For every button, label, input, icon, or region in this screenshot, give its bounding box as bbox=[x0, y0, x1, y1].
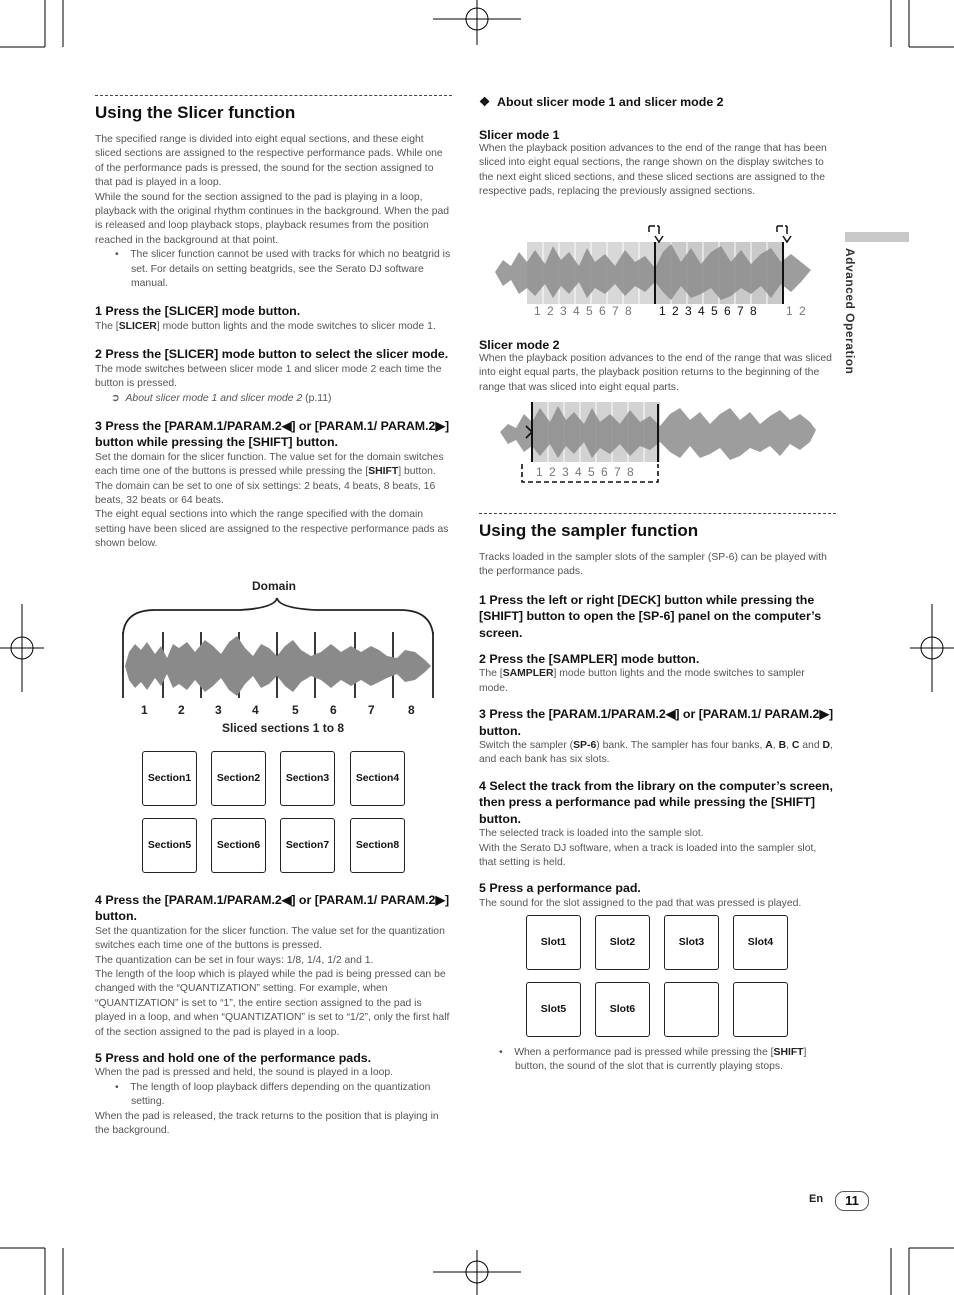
performance-pad[interactable]: Section6 bbox=[211, 818, 266, 873]
sampler-pad[interactable]: Slot2 bbox=[595, 915, 650, 970]
section-title: Using the Slicer function bbox=[95, 103, 296, 122]
step-title: 2 Press the [SLICER] mode button to select the slicer mode. bbox=[95, 347, 449, 362]
step-body: The selected track is loaded into the sample slot. bbox=[479, 828, 704, 840]
step-title: 1 Press the left or right [DECK] button while pressing the [SHIFT] button to open the [SP-6] panel on the computer’s screen. bbox=[479, 592, 822, 640]
step-body: The [SAMPLER] mode button lights and the mode switches to sampler mode. bbox=[479, 668, 805, 694]
section-divider bbox=[95, 95, 452, 96]
step-body: Set the quantization for the slicer function. The value set for the quantization switches each time one of the buttons is pressed. bbox=[95, 925, 445, 952]
slice-number-row: 1 2 3 4 5 6 7 8 bbox=[536, 465, 634, 479]
slicer-mode1-waveform bbox=[495, 222, 813, 306]
language-code: En bbox=[809, 1193, 824, 1205]
step-body: The eight equal sections into which the range specified with the domain setting have been sliced are assigned to the respective performance pads as shown below. bbox=[95, 509, 449, 550]
step-title: 3 Press the [PARAM.1/PARAM.2◀] or [PARAM.1/ PARAM.2▶] button while pressing the [SHIFT] button. bbox=[95, 418, 450, 450]
slicer-steps-cont bbox=[95, 892, 452, 1139]
side-tab-marker bbox=[845, 232, 909, 242]
sampler-pad[interactable]: Slot1 bbox=[526, 915, 581, 970]
step-title: 2 Press the [SAMPLER] mode button. bbox=[479, 652, 700, 667]
sampler-note bbox=[479, 1046, 836, 1075]
step-body: When the pad is released, the track returns to the position that is playing in the background. bbox=[95, 1110, 439, 1137]
performance-pad[interactable]: Section5 bbox=[142, 818, 197, 873]
mode-title: Slicer mode 1 bbox=[479, 128, 560, 142]
section-divider bbox=[479, 513, 836, 514]
sampler-pad[interactable]: Slot5 bbox=[526, 982, 581, 1037]
figure-domain-label: Domain bbox=[252, 579, 297, 593]
step-body: With the Serato DJ software, when a track is loaded into the sampler slot, that setting is held. bbox=[479, 842, 817, 868]
subsection-title: ❖ About slicer mode 1 and slicer mode 2 bbox=[479, 95, 724, 109]
intro-paragraph: Tracks loaded in the sampler slots of the sampler (SP-6) can be played with the performance pads. bbox=[479, 552, 827, 578]
sampler-section bbox=[479, 521, 836, 911]
performance-pad[interactable]: Section8 bbox=[350, 818, 405, 873]
bullet-note: • The slicer function cannot be used with tracks for which no beatgrid is set. For details on setting beatgrids, see the Serato DJ software manual. bbox=[115, 249, 451, 290]
section-title: Using the sampler function bbox=[479, 521, 699, 540]
sampler-pad[interactable]: Slot3 bbox=[664, 915, 719, 970]
sampler-pad-empty[interactable] bbox=[664, 982, 719, 1037]
section-number: 7 bbox=[368, 703, 375, 717]
mode-title: Slicer mode 2 bbox=[479, 338, 560, 352]
about-slicer-modes bbox=[479, 94, 836, 200]
section-number: 8 bbox=[408, 703, 415, 717]
section-number: 2 bbox=[178, 703, 185, 717]
sampler-pad[interactable]: Slot4 bbox=[733, 915, 788, 970]
bullet-note: • When a performance pad is pressed while pressing the [SHIFT] button, the sound of the slot that is currently playing stops. bbox=[499, 1047, 807, 1073]
mode-body: When the playback position advances to the end of the range that has been sliced into eight equal sections, the range shown on the display switches to the next eight sliced sections, and these sliced sections are assigned to the respective pads, replacing the previously assigned sections. bbox=[479, 143, 827, 198]
step-title: 3 Press the [PARAM.1/PARAM.2◀] or [PARAM.1/ PARAM.2▶] button. bbox=[479, 707, 834, 738]
performance-pad[interactable]: Section3 bbox=[280, 751, 335, 806]
performance-pad[interactable]: Section2 bbox=[211, 751, 266, 806]
performance-pad[interactable]: Section1 bbox=[142, 751, 197, 806]
slice-number-row-active: 1 2 3 4 5 6 7 8 bbox=[659, 304, 757, 318]
step-body: The mode switches between slicer mode 1 and slicer mode 2 each time the button is pressed. bbox=[95, 363, 442, 390]
intro-paragraph: While the sound for the section assigned to the pad is playing in a loop, playback with the original rhythm continues in the background. When the pad is released and loop playback stops, playback resumes from the position reached in the background at that point. bbox=[95, 191, 450, 246]
slicer-mode2 bbox=[479, 338, 836, 395]
step-title: 4 Select the track from the library on the computer’s screen, then press a performance pad while pressing the [SHIFT] button. bbox=[479, 778, 833, 826]
slice-number-row: 1 2 3 4 5 6 7 8 bbox=[534, 304, 632, 318]
slicer-intro bbox=[95, 103, 452, 552]
step-body: The [SLICER] mode button lights and the mode switches to slicer mode 1. bbox=[95, 320, 436, 332]
step-body: Switch the sampler (SP-6) bank. The sampler has four banks, A, B, C and D, and each bank has six slots. bbox=[479, 740, 833, 766]
step-title: 5 Press and hold one of the performance pads. bbox=[95, 1051, 372, 1066]
section-number: 3 bbox=[215, 703, 222, 717]
page-number: 11 bbox=[835, 1191, 869, 1211]
cross-reference[interactable]: ➲ About slicer mode 1 and slicer mode 2 (p.11) bbox=[111, 392, 332, 404]
section-number: 4 bbox=[252, 703, 259, 717]
section-number: 5 bbox=[292, 703, 299, 717]
step-body: Set the domain for the slicer function. The value set for the domain switches each time one of the buttons is pressed while pressing the [SHIFT] button. bbox=[95, 451, 444, 478]
intro-paragraph: The specified range is divided into eight equal sections, and these eight sliced sections are assigned to the respective performance pads. While one of the performance pads is pressed, the sound for the section assigned to that pad is played in a loop. bbox=[95, 134, 443, 189]
slice-number-row: 1 2 bbox=[786, 304, 806, 318]
bullet-note: • The length of loop playback differs depending on the quantization setting. bbox=[115, 1081, 431, 1108]
sampler-pad[interactable]: Slot6 bbox=[595, 982, 650, 1037]
step-body: The sound for the slot assigned to the pad that was pressed is played. bbox=[479, 897, 802, 909]
side-section-label: Advanced Operation bbox=[843, 248, 857, 375]
performance-pad[interactable]: Section4 bbox=[350, 751, 405, 806]
step-body: The quantization can be set in four ways: 1/8, 1/4, 1/2 and 1. bbox=[95, 954, 374, 966]
performance-pad[interactable]: Section7 bbox=[280, 818, 335, 873]
section-number: 6 bbox=[330, 703, 337, 717]
step-body: When the pad is pressed and held, the sound is played in a loop. bbox=[95, 1067, 394, 1079]
mode-body: When the playback position advances to the end of the range that was sliced into eight equal parts, the playback position returns to the beginning of the range that was sliced into eight equal parts. bbox=[479, 353, 832, 393]
section-number: 1 bbox=[141, 703, 148, 717]
step-body: The length of the loop which is played while the pad is being pressed can be changed with the “QUANTIZATION” setting. For example, when “QUANTIZATION” is set to “1”, the entire section assigned to the pad is played in a loop, and when “QUANTIZATION” is set to “1/2”, only the first half of the section assigned to the pad is played in a loop. bbox=[95, 969, 450, 1038]
step-title: 5 Press a performance pad. bbox=[479, 881, 641, 896]
domain-waveform-figure bbox=[115, 596, 445, 700]
step-body: The domain can be set to one of six settings: 2 beats, 4 beats, 8 beats, 16 beats, 32 beats or 64 beats. bbox=[95, 480, 436, 506]
step-title: 1 Press the [SLICER] mode button. bbox=[95, 304, 301, 319]
figure-caption: Sliced sections 1 to 8 bbox=[222, 721, 345, 735]
step-title: 4 Press the [PARAM.1/PARAM.2◀] or [PARAM.1/ PARAM.2▶] button. bbox=[95, 893, 450, 924]
sampler-pad-empty[interactable] bbox=[733, 982, 788, 1037]
